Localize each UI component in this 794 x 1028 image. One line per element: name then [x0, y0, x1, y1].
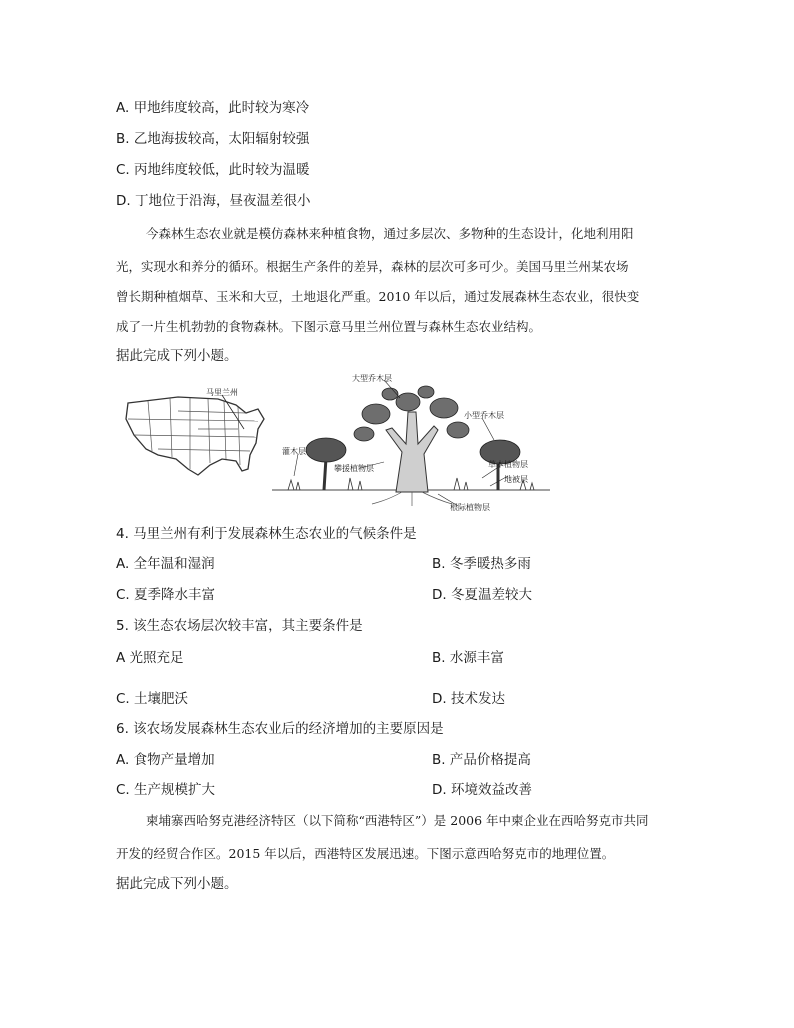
- passage1-line-1: 今森林生态农业就是模仿森林来种植食物，通过多层次、多物种的生态设计，化地利用阳: [146, 226, 634, 241]
- instruction-1: 据此完成下列小题。: [116, 348, 238, 364]
- label-shrub-layer: 灌木层: [282, 447, 306, 456]
- q5-stem: 5. 该生态农场层次较丰富，其主要条件是: [116, 618, 363, 634]
- instruction-2: 据此完成下列小题。: [116, 876, 238, 892]
- q4-option-c: C. 夏季降水丰富: [116, 587, 216, 603]
- passage1-line-2: 光，实现水和养分的循环。根据生产条件的差异，森林的层次可多可少。美国马里兰州某农场: [116, 259, 629, 274]
- q6-stem: 6. 该农场发展森林生态农业后的经济增加的主要原因是: [116, 721, 444, 737]
- label-ground-layer: 地被层: [504, 475, 528, 484]
- q4-option-d: D. 冬夏温差较大: [432, 587, 532, 603]
- q5-option-a: A 光照充足: [116, 650, 184, 666]
- passage2-line-2: 开发的经贸合作区。2015 年以后，西港特区发展迅速。下图示意西哈努克市的地理位置。: [116, 846, 615, 861]
- q3-option-c: C. 丙地纬度较低，此时较为温暖: [116, 162, 310, 178]
- q6-option-d: D. 环境效益改善: [432, 782, 532, 798]
- map-pointer-line: [118, 385, 278, 485]
- us-map-figure: [118, 385, 278, 485]
- q3-option-a: A. 甲地纬度较高，此时较为寒冷: [116, 100, 310, 116]
- q6-option-c: C. 生产规模扩大: [116, 782, 216, 798]
- passage1-line-4: 成了一片生机勃勃的食物森林。下图示意马里兰州位置与森林生态农业结构。: [116, 319, 542, 334]
- label-herb-layer: 草本植物层: [488, 460, 528, 469]
- label-root-layer: 根际植物层: [450, 503, 490, 512]
- q5-option-c: C. 土壤肥沃: [116, 691, 189, 707]
- map-label: 马里兰州: [206, 388, 238, 397]
- q5-option-b: B. 水源丰富: [432, 650, 504, 666]
- q4-option-a: A. 全年温和湿润: [116, 556, 215, 572]
- q4-stem: 4. 马里兰州有利于发展森林生态农业的气候条件是: [116, 526, 417, 542]
- q6-option-a: A. 食物产量增加: [116, 752, 215, 768]
- q3-option-b: B. 乙地海拔较高，太阳辐射较强: [116, 131, 310, 147]
- q6-option-b: B. 产品价格提高: [432, 752, 531, 768]
- q5-option-d: D. 技术发达: [432, 691, 505, 707]
- forest-illustration: [268, 368, 558, 516]
- label-vine-layer: 攀援植物层: [334, 464, 374, 473]
- passage2-line-1: 柬埔寨西哈努克港经济特区（以下简称“西港特区”）是 2006 年中柬企业在西哈努克市共同: [146, 813, 649, 828]
- label-large-tree-layer: 大型乔木层: [352, 374, 392, 383]
- passage1-line-3: 曾长期种植烟草、玉米和大豆，土地退化严重。2010 年以后，通过发展森林生态农业，很快变: [116, 289, 640, 304]
- label-small-tree-layer: 小型乔木层: [464, 411, 504, 420]
- q3-option-d: D. 丁地位于沿海，昼夜温差很小: [116, 193, 311, 209]
- q4-option-b: B. 冬季暖热多雨: [432, 556, 531, 572]
- forest-layers-figure: [268, 368, 558, 516]
